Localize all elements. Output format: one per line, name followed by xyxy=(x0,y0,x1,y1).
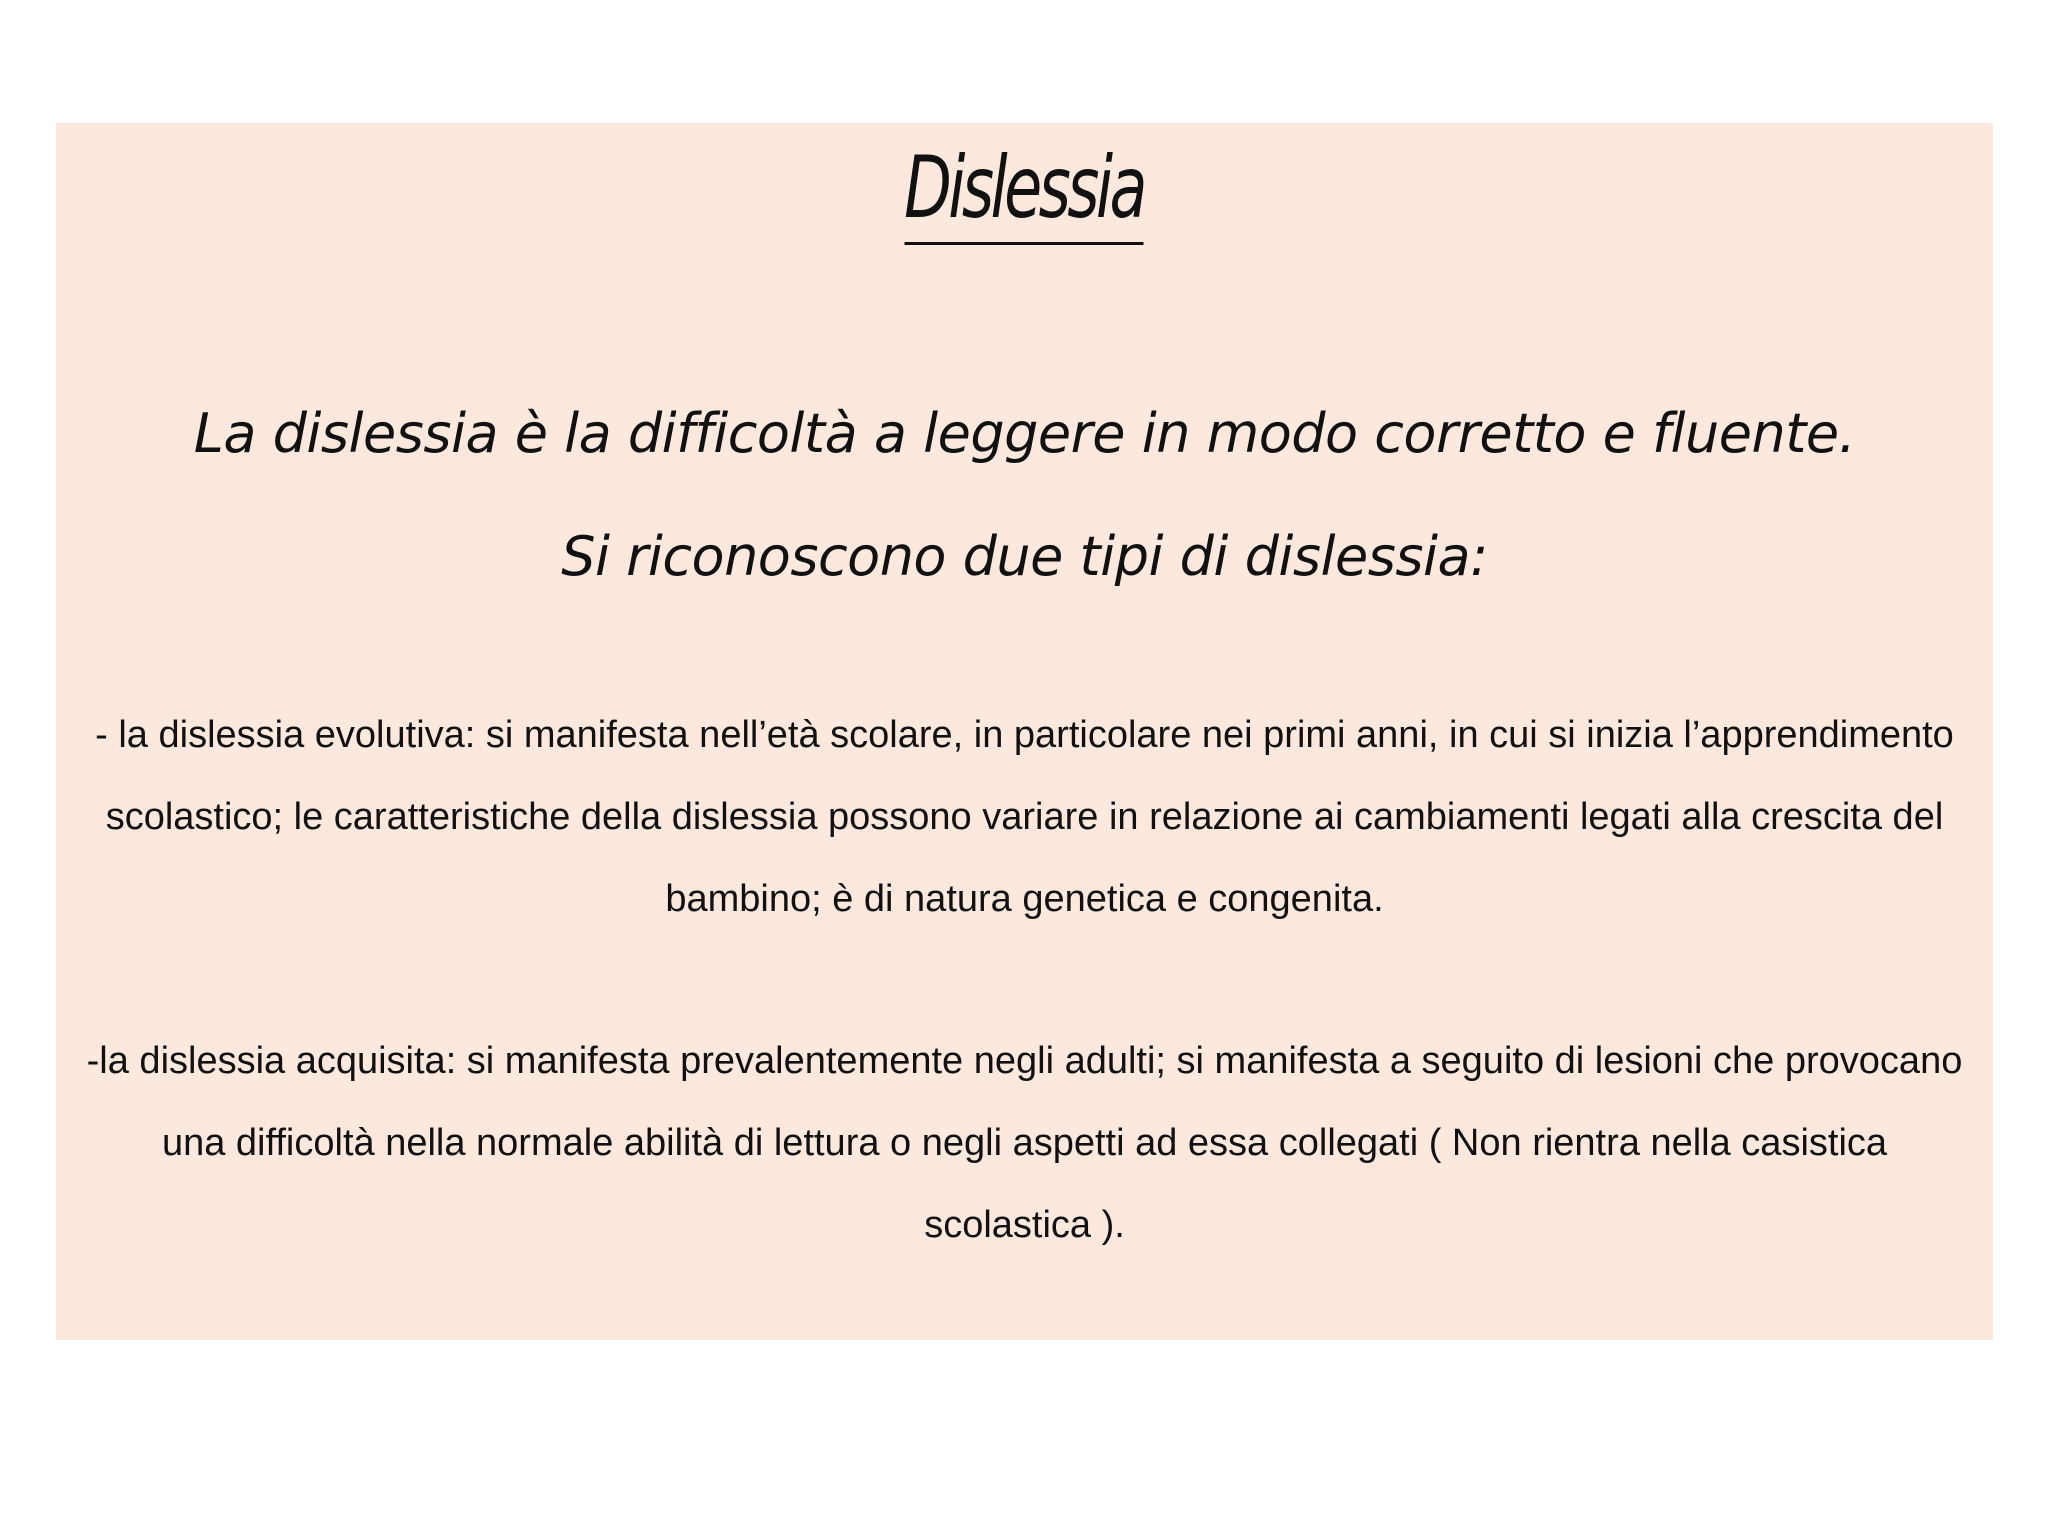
slide-title-text: Dislessia xyxy=(904,138,1144,245)
slide-title xyxy=(287,138,1762,238)
evolutiva-paragraph: - la dislessia evolutiva: si manifesta nell’età scolare, in particolare nei primi anni, in cui si inizia l’apprendimento scolastico; le caratteristiche della dislessia possono variare in relazione ai cambiamenti legati alla crescita del bambino; è di natura genetica e congenita. xyxy=(95,714,1954,920)
types-intro-line: Si riconoscono due tipi di dislessia: xyxy=(561,525,1488,588)
definition-line: La dislessia è la difficoltà a leggere in modo corretto e fluente. xyxy=(193,402,1856,465)
acquisita-paragraph: -la dislessia acquisita: si manifesta prevalentemente negli adulti; si manifesta a seguito di lesioni che provocano una difficoltà nella normale abilità di lettura o negli aspetti ad essa collegati ( Non rientra nella casistica scolastica ). xyxy=(86,1040,1963,1246)
